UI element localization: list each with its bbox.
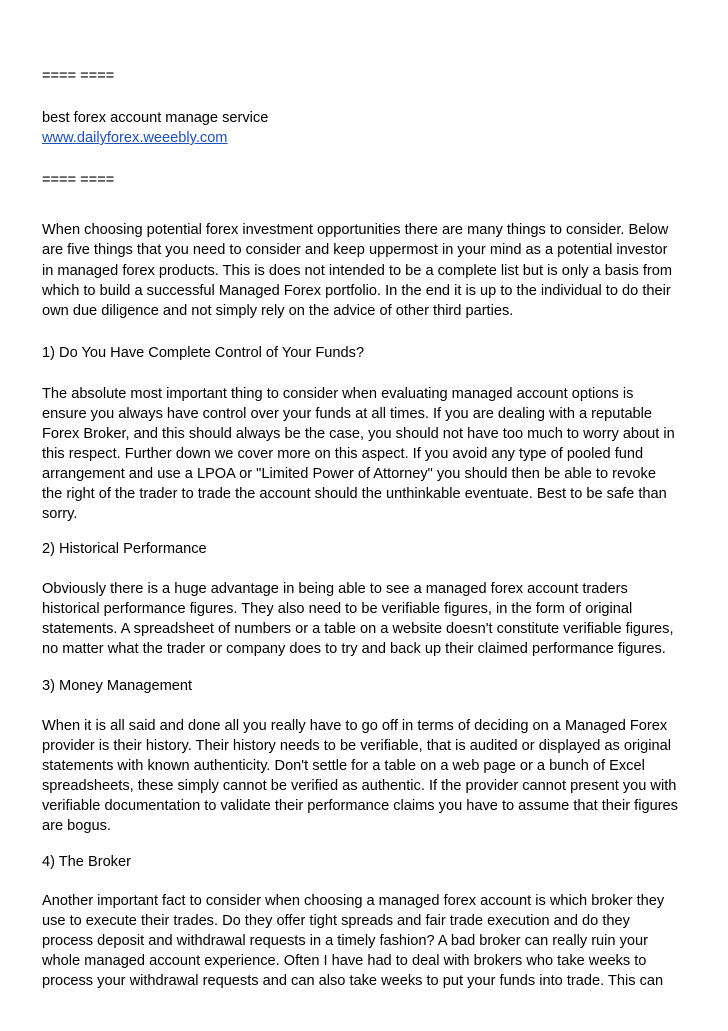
section-2-line: statements. A spreadsheet of numbers or a table on a website doesn't constitute verifiable figures, [42,621,674,637]
separator-bottom: ==== ==== [42,172,115,188]
section-3-line: statements with known authenticity. Don't settle for a table on a web page or a bunch of Excel [42,758,645,774]
intro-line: which to build a successful Managed Forex portfolio. In the end it is up to the individual to do their [42,283,671,299]
intro-line: own due diligence and not simply rely on the advice of other third parties. [42,303,514,319]
document-title: best forex account manage service [42,110,269,126]
section-2-line: Obviously there is a huge advantage in being able to see a managed forex account traders [42,581,628,597]
section-3-heading: 3) Money Management [42,678,193,694]
section-2-line: historical performance figures. They also need to be verifiable figures, in the form of original [42,601,633,617]
section-3-line: spreadsheets, these simply cannot be verified as authentic. If the provider cannot present you with [42,778,677,794]
section-1-line: The absolute most important thing to consider when evaluating managed account options is [42,386,634,402]
intro-line: are five things that you need to consider and keep uppermost in your mind as a potential investor [42,242,668,258]
intro-line: When choosing potential forex investment opportunities there are many things to consider. Below [42,222,669,238]
section-4-line: Another important fact to consider when choosing a managed forex account is which broker they [42,893,665,909]
section-4-line: use to execute their trades. Do they offer tight spreads and fair trade execution and do they [42,913,630,929]
section-4-line: process your withdrawal requests and can also take weeks to put your funds into trade. This can [42,973,664,989]
section-4-heading: 4) The Broker [42,854,131,870]
section-1-line: the right of the trader to trade the account should the unthinkable eventuate. Best to be safe than [42,486,667,502]
section-1-line: sorry. [42,506,78,522]
section-3-line: provider is their history. Their history needs to be verifiable, that is audited or displayed as original [42,738,671,754]
section-1-heading: 1) Do You Have Complete Control of Your Funds? [42,345,365,361]
section-4-line: whole managed account experience. Often I have had to deal with brokers who take weeks to [42,953,647,969]
intro-line: in managed forex products. This is does not intended to be a complete list but is only a basis from [42,263,673,279]
section-1-line: Forex Broker, and this should always be the case, you should not have too much to worry about in [42,426,675,442]
section-1-line: arrangement and use a LPOA or "Limited Power of Attorney" you should then be able to revoke [42,466,656,482]
website-link[interactable]: www.dailyforex.weeebly.com [42,130,228,146]
section-2-heading: 2) Historical Performance [42,541,207,557]
section-2-line: no matter what the trader or company does to try and back up their claimed performance figures. [42,641,666,657]
separator-top: ==== ==== [42,68,115,84]
section-1-line: ensure you always have control over your funds at all times. If you are dealing with a reputable [42,406,653,422]
section-3-line: verifiable documentation to validate their performance claims you have to assume that their figures [42,798,678,814]
section-3-line: When it is all said and done all you really have to go off in terms of deciding on a Managed Forex [42,718,668,734]
section-3-line: are bogus. [42,818,111,834]
section-4-line: process deposit and withdrawal requests in a timely fashion? A bad broker can really ruin your [42,933,648,949]
section-1-line: this respect. Further down we cover more on this aspect. If you avoid any type of pooled fund [42,446,644,462]
